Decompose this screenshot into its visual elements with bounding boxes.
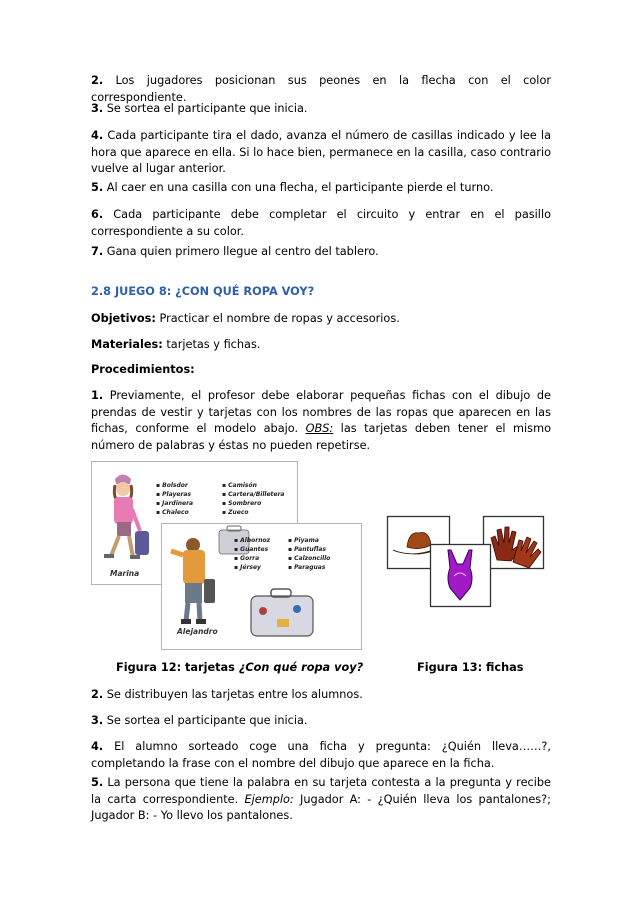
step-number: 4. — [91, 129, 104, 142]
step-number: 2. — [91, 688, 104, 701]
word: Camisón — [228, 482, 257, 489]
word: Albornoz — [240, 537, 271, 544]
word: Guantes — [240, 546, 269, 553]
word: Playeras — [162, 491, 192, 498]
step-number: 1. — [91, 389, 104, 402]
svg-text:▪ Bolsdor: ▪ Bolsdor — [156, 482, 188, 489]
materials-line — [91, 337, 551, 354]
word: Sombrero — [228, 500, 262, 507]
example-label: Ejemplo: — [244, 792, 294, 806]
svg-text:▪ Guantes: ▪ Guantes — [234, 546, 269, 553]
figure-13-caption: Figura 13: fichas — [417, 661, 524, 674]
objectives-line — [91, 311, 551, 328]
step-text: El alumno sorteado coge una ficha y pregunta: ¿Quién lleva……?, completando la frase con el nombre del dibujo que aparece en la ficha. — [91, 740, 551, 770]
step-text: Se sortea el participante que inicia. — [103, 714, 308, 727]
card-alejandro-name: Alejandro — [177, 627, 218, 636]
step-number: 2. — [91, 74, 104, 87]
word: Jérsey — [240, 564, 261, 571]
word: Piyama — [294, 537, 319, 544]
figure-13-tokens — [385, 514, 547, 608]
figure-12-cards — [91, 461, 363, 651]
step-2-bottom — [91, 687, 551, 704]
svg-text:▪ Albornoz: ▪ Albornoz — [234, 537, 271, 544]
step-4-bottom — [91, 739, 551, 772]
step-text: Jugador A: - ¿Quién lleva los pantalones?; Jugador B: - Yo llevo los pantalones. — [91, 792, 551, 822]
step-text: Se distribuyen las tarjetas entre los alumnos. — [103, 688, 363, 701]
step-7-top — [91, 244, 551, 261]
caption-italic: ¿Con qué ropa voy? — [238, 661, 364, 674]
svg-text:▪ Camisón: ▪ Camisón — [222, 482, 257, 489]
materials-label: Materiales: — [91, 338, 163, 351]
svg-text:▪ Paraguas: ▪ Paraguas — [288, 564, 326, 571]
step-number: 4. — [91, 740, 104, 753]
suitcase-large-icon — [251, 589, 313, 636]
card-alejandro — [162, 524, 362, 650]
svg-text:▪ Chaleco: ▪ Chaleco — [156, 509, 189, 516]
svg-text:▪ Playeras: ▪ Playeras — [156, 491, 192, 498]
svg-text:▪ Cartera/Billetera: ▪ Cartera/Billetera — [222, 491, 285, 498]
svg-text:▪ Pantuflas: ▪ Pantuflas — [288, 546, 326, 553]
step-5-bottom — [91, 775, 551, 825]
step-text: Cada participante tira el dado, avanza el número de casillas indicado y lee la hora que aparece en ella. Si lo hace bien, permanece en la casilla, caso contrario vuelve al lugar anterior. — [91, 129, 551, 175]
procedures-label-text: Procedimientos: — [91, 363, 195, 376]
step-text: Al caer en una casilla con una flecha, el participante pierde el turno. — [103, 181, 494, 194]
step-4-top — [91, 128, 551, 178]
card-marina-name: Marina — [110, 569, 140, 578]
materials-text: tarjetas y fichas. — [162, 338, 261, 351]
objectives-text: Practicar el nombre de ropas y accesorios. — [155, 312, 400, 325]
word: Cartera/Billetera — [228, 491, 285, 498]
svg-text:▪ Piyama: ▪ Piyama — [288, 537, 319, 544]
step-3-top — [91, 101, 551, 118]
procedures-label — [91, 362, 551, 379]
svg-text:▪ Sombrero: ▪ Sombrero — [222, 500, 262, 507]
svg-text:▪ Jérsey: ▪ Jérsey — [234, 564, 261, 571]
word: Gorra — [240, 555, 260, 562]
step-number: 5. — [91, 776, 104, 789]
step-number: 6. — [91, 208, 104, 221]
figure-12-caption — [116, 660, 363, 676]
step-6-top — [91, 207, 551, 240]
step-number: 3. — [91, 714, 104, 727]
step-text: Gana quien primero llegue al centro del tablero. — [103, 245, 379, 258]
step-text: Se sortea el participante que inicia. — [103, 102, 308, 115]
step-text: las tarjetas deben tener el mismo número de palabras y éstas no pueden repetirse. — [91, 422, 551, 452]
svg-text:▪ Calzoncillo: ▪ Calzoncillo — [288, 555, 331, 562]
word: Bolsdor — [162, 482, 188, 489]
swimsuit-token — [431, 545, 491, 607]
step-1 — [91, 388, 551, 454]
step-text: Los jugadores posicionan sus peones en la flecha con el color correspondiente. — [91, 74, 551, 104]
word: Pantuflas — [294, 546, 326, 553]
word: Chaleco — [162, 509, 189, 516]
caption-prefix: Figura 12: tarjetas — [116, 661, 239, 674]
step-3-bottom — [91, 713, 551, 730]
svg-text:▪ Zueco: ▪ Zueco — [222, 509, 249, 516]
step-number: 5. — [91, 181, 104, 194]
step-number: 7. — [91, 245, 104, 258]
gloves-token — [484, 517, 544, 569]
step-number: 3. — [91, 102, 104, 115]
step-text: Cada participante debe completar el circuito y entrar en el pasillo correspondiente a su color. — [91, 208, 551, 238]
step-text: La persona que tiene la palabra en su tarjeta contesta a la pregunta y recibe la carta correspondiente. — [91, 776, 551, 806]
objectives-label: Objetivos: — [91, 312, 156, 325]
svg-text:▪ Gorra: ▪ Gorra — [234, 555, 260, 562]
word: Calzoncillo — [294, 555, 331, 562]
svg-text:▪ Jardinera: ▪ Jardinera — [156, 500, 194, 507]
word: Zueco — [228, 509, 249, 516]
section-heading: 2.8 JUEGO 8: ¿CON QUÉ ROPA VOY? — [91, 285, 315, 298]
step-text: Previamente, el profesor debe elaborar pequeñas fichas con el dibujo de prendas de vestir y tarjetas con los nombres de las ropas que aparecen en las fichas, conforme el modelo abajo. — [91, 389, 551, 435]
word: Jardinera — [162, 500, 194, 507]
word: Paraguas — [294, 564, 326, 571]
step-5-top — [91, 180, 551, 197]
obs-label: OBS: — [305, 422, 334, 435]
